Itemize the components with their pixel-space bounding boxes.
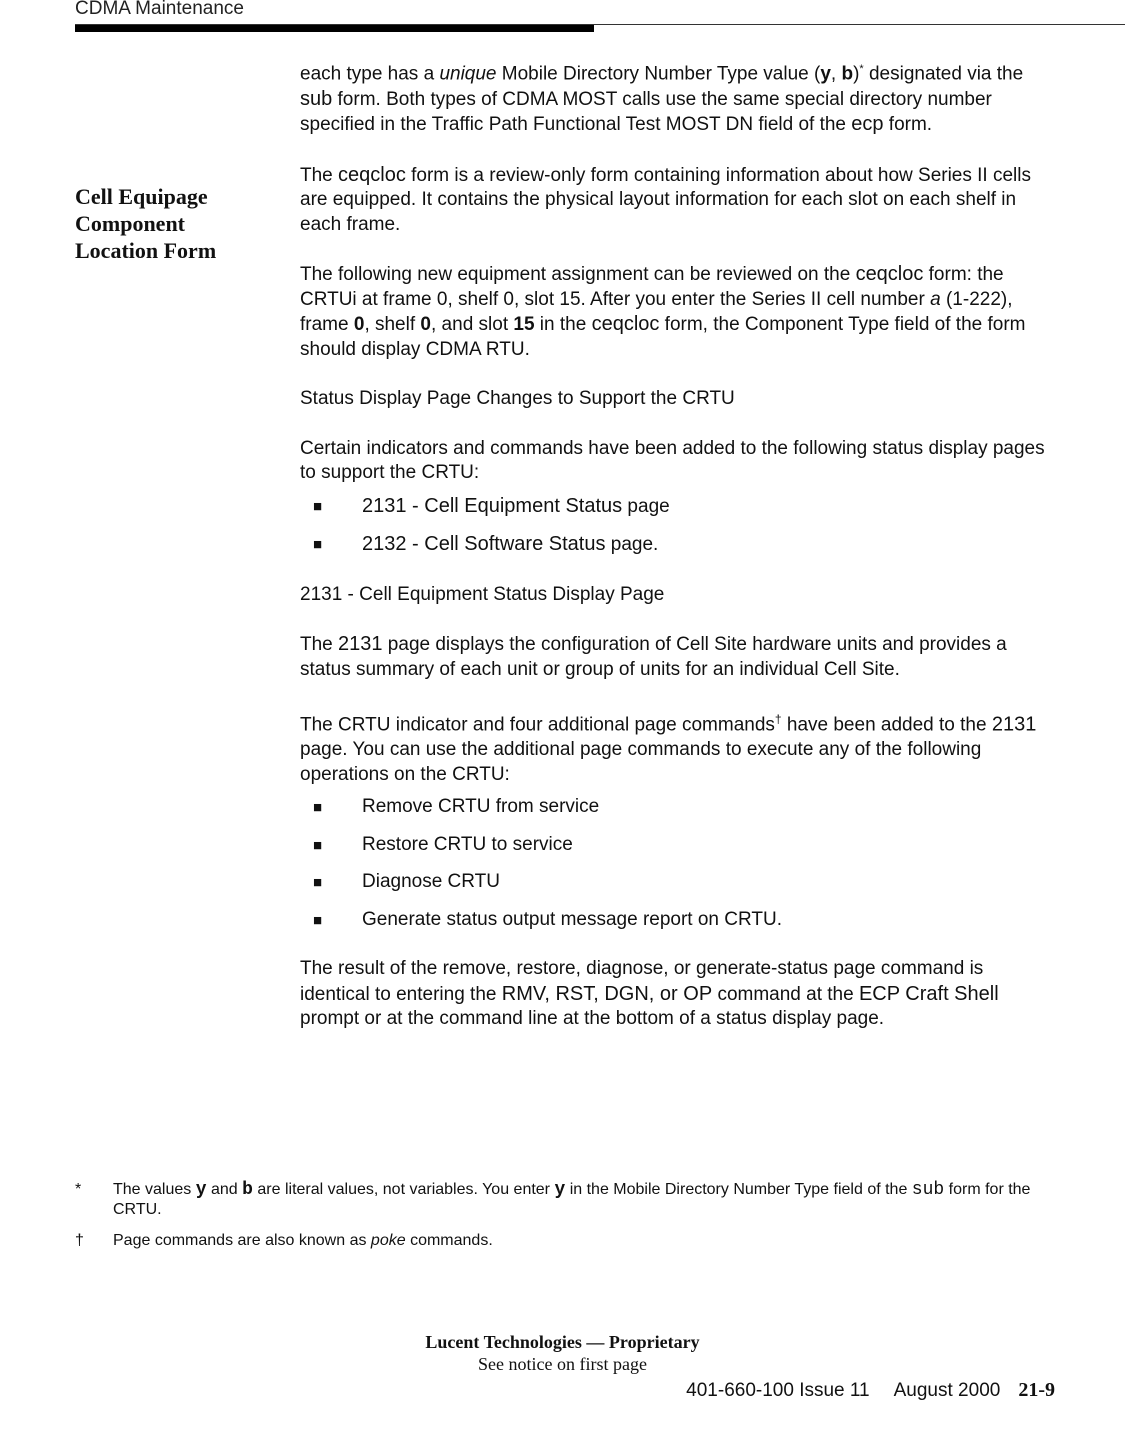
list-item: ■ 2132 - Cell Software Status page. [300, 532, 1050, 558]
footer-notice: See notice on first page [478, 1354, 647, 1374]
section-heading [75, 183, 285, 264]
subheading-status-display: Status Display Page Changes to Support the CRTU [300, 388, 735, 410]
paragraph-2131-description: The 2131 page displays the configuration of Cell Site hardware units and provides a status summary of each unit or group of units for an individual Cell Site. [300, 633, 1007, 680]
crtu-operations-list [300, 795, 1050, 932]
paragraph-status-pages: Certain indicators and commands have been added to the following status display pages to support the CRTU: [300, 437, 1045, 484]
footnote-mark: * [75, 1181, 82, 1198]
paragraph-ceqcloc-intro: The ceqcloc form is a review-only form containing information about how Series II cells are equipped. It contains the physical layout information for each slot on each shelf in each frame. [300, 163, 1031, 235]
section-heading-line1: Cell Equipage [75, 184, 208, 209]
footer-date: August 2000 [893, 1380, 1001, 1401]
header-title: CDMA Maintenance [75, 0, 244, 19]
bullet-icon: ■ [313, 497, 323, 515]
footnote-poke: † Page commands are also known as poke commands. [75, 1232, 493, 1249]
paragraph-page-commands: The CRTU indicator and four additional page commands† have been added to the 2131 page. You can use the additional page commands to execute any of the following operations on the CRTU: [300, 712, 1037, 785]
page-number: 21-9 [1018, 1379, 1055, 1401]
list-item: ■ Remove CRTU from service [300, 795, 1050, 820]
footnote-mark: † [75, 1232, 84, 1249]
list-item: ■ Diagnose CRTU [300, 870, 1050, 895]
bullet-icon: ■ [313, 874, 323, 892]
paragraph-mdn-type: each type has a unique Mobile Directory Number Type value (y, b)* designated via the sub form. Both types of CDMA MOST calls use the same special directory number specified in the Traffic Path Functional Test MOST DN field of the ecp form. [300, 63, 1024, 136]
subheading-2131-page: 2131 - Cell Equipment Status Display Page [300, 583, 665, 605]
section-heading-line3: Location Form [75, 238, 217, 263]
bullet-icon: ■ [313, 799, 323, 817]
footer-proprietary [0, 1331, 1125, 1375]
body-text [300, 57, 1050, 1057]
list-item: ■ Restore CRTU to service [300, 833, 1050, 858]
list-item: ■ Generate status output message report on CRTU. [300, 908, 1050, 933]
bullet-icon: ■ [313, 836, 323, 854]
paragraph-equipment-assignment: The following new equipment assignment can be reviewed on the ceqcloc form: the CRTUi at frame 0, shelf 0, slot 15. After you enter the Series II cell number a (1-222), frame 0, shelf 0, and slot 15 in the ceqcloc form, the Component Type field of the form should display CDMA RTU. [300, 263, 1026, 360]
list-item: ■ 2131 - Cell Equipment Status page [300, 494, 1050, 520]
footer-doc-number: 401-660-100 Issue 11 [686, 1380, 870, 1401]
header-bar [75, 25, 594, 32]
footnotes [75, 1180, 1050, 1262]
footer-page-info [686, 1379, 1055, 1402]
status-pages-list [300, 494, 1050, 558]
footnote-values: * The values y and b are literal values, not variables. You enter y in the Mobile Directory Number Type field of the sub form for the CRTU. [75, 1180, 1031, 1218]
paragraph-command-result: The result of the remove, restore, diagnose, or generate-status page command is identical to entering the RMV, RST, DGN, or OP command at the ECP Craft Shell prompt or at the command line at the bottom of a status display page. [300, 958, 999, 1030]
bullet-icon: ■ [313, 536, 323, 554]
footer-company: Lucent Technologies — Proprietary [425, 1332, 700, 1352]
bullet-icon: ■ [313, 911, 323, 929]
section-heading-line2: Component [75, 211, 186, 236]
